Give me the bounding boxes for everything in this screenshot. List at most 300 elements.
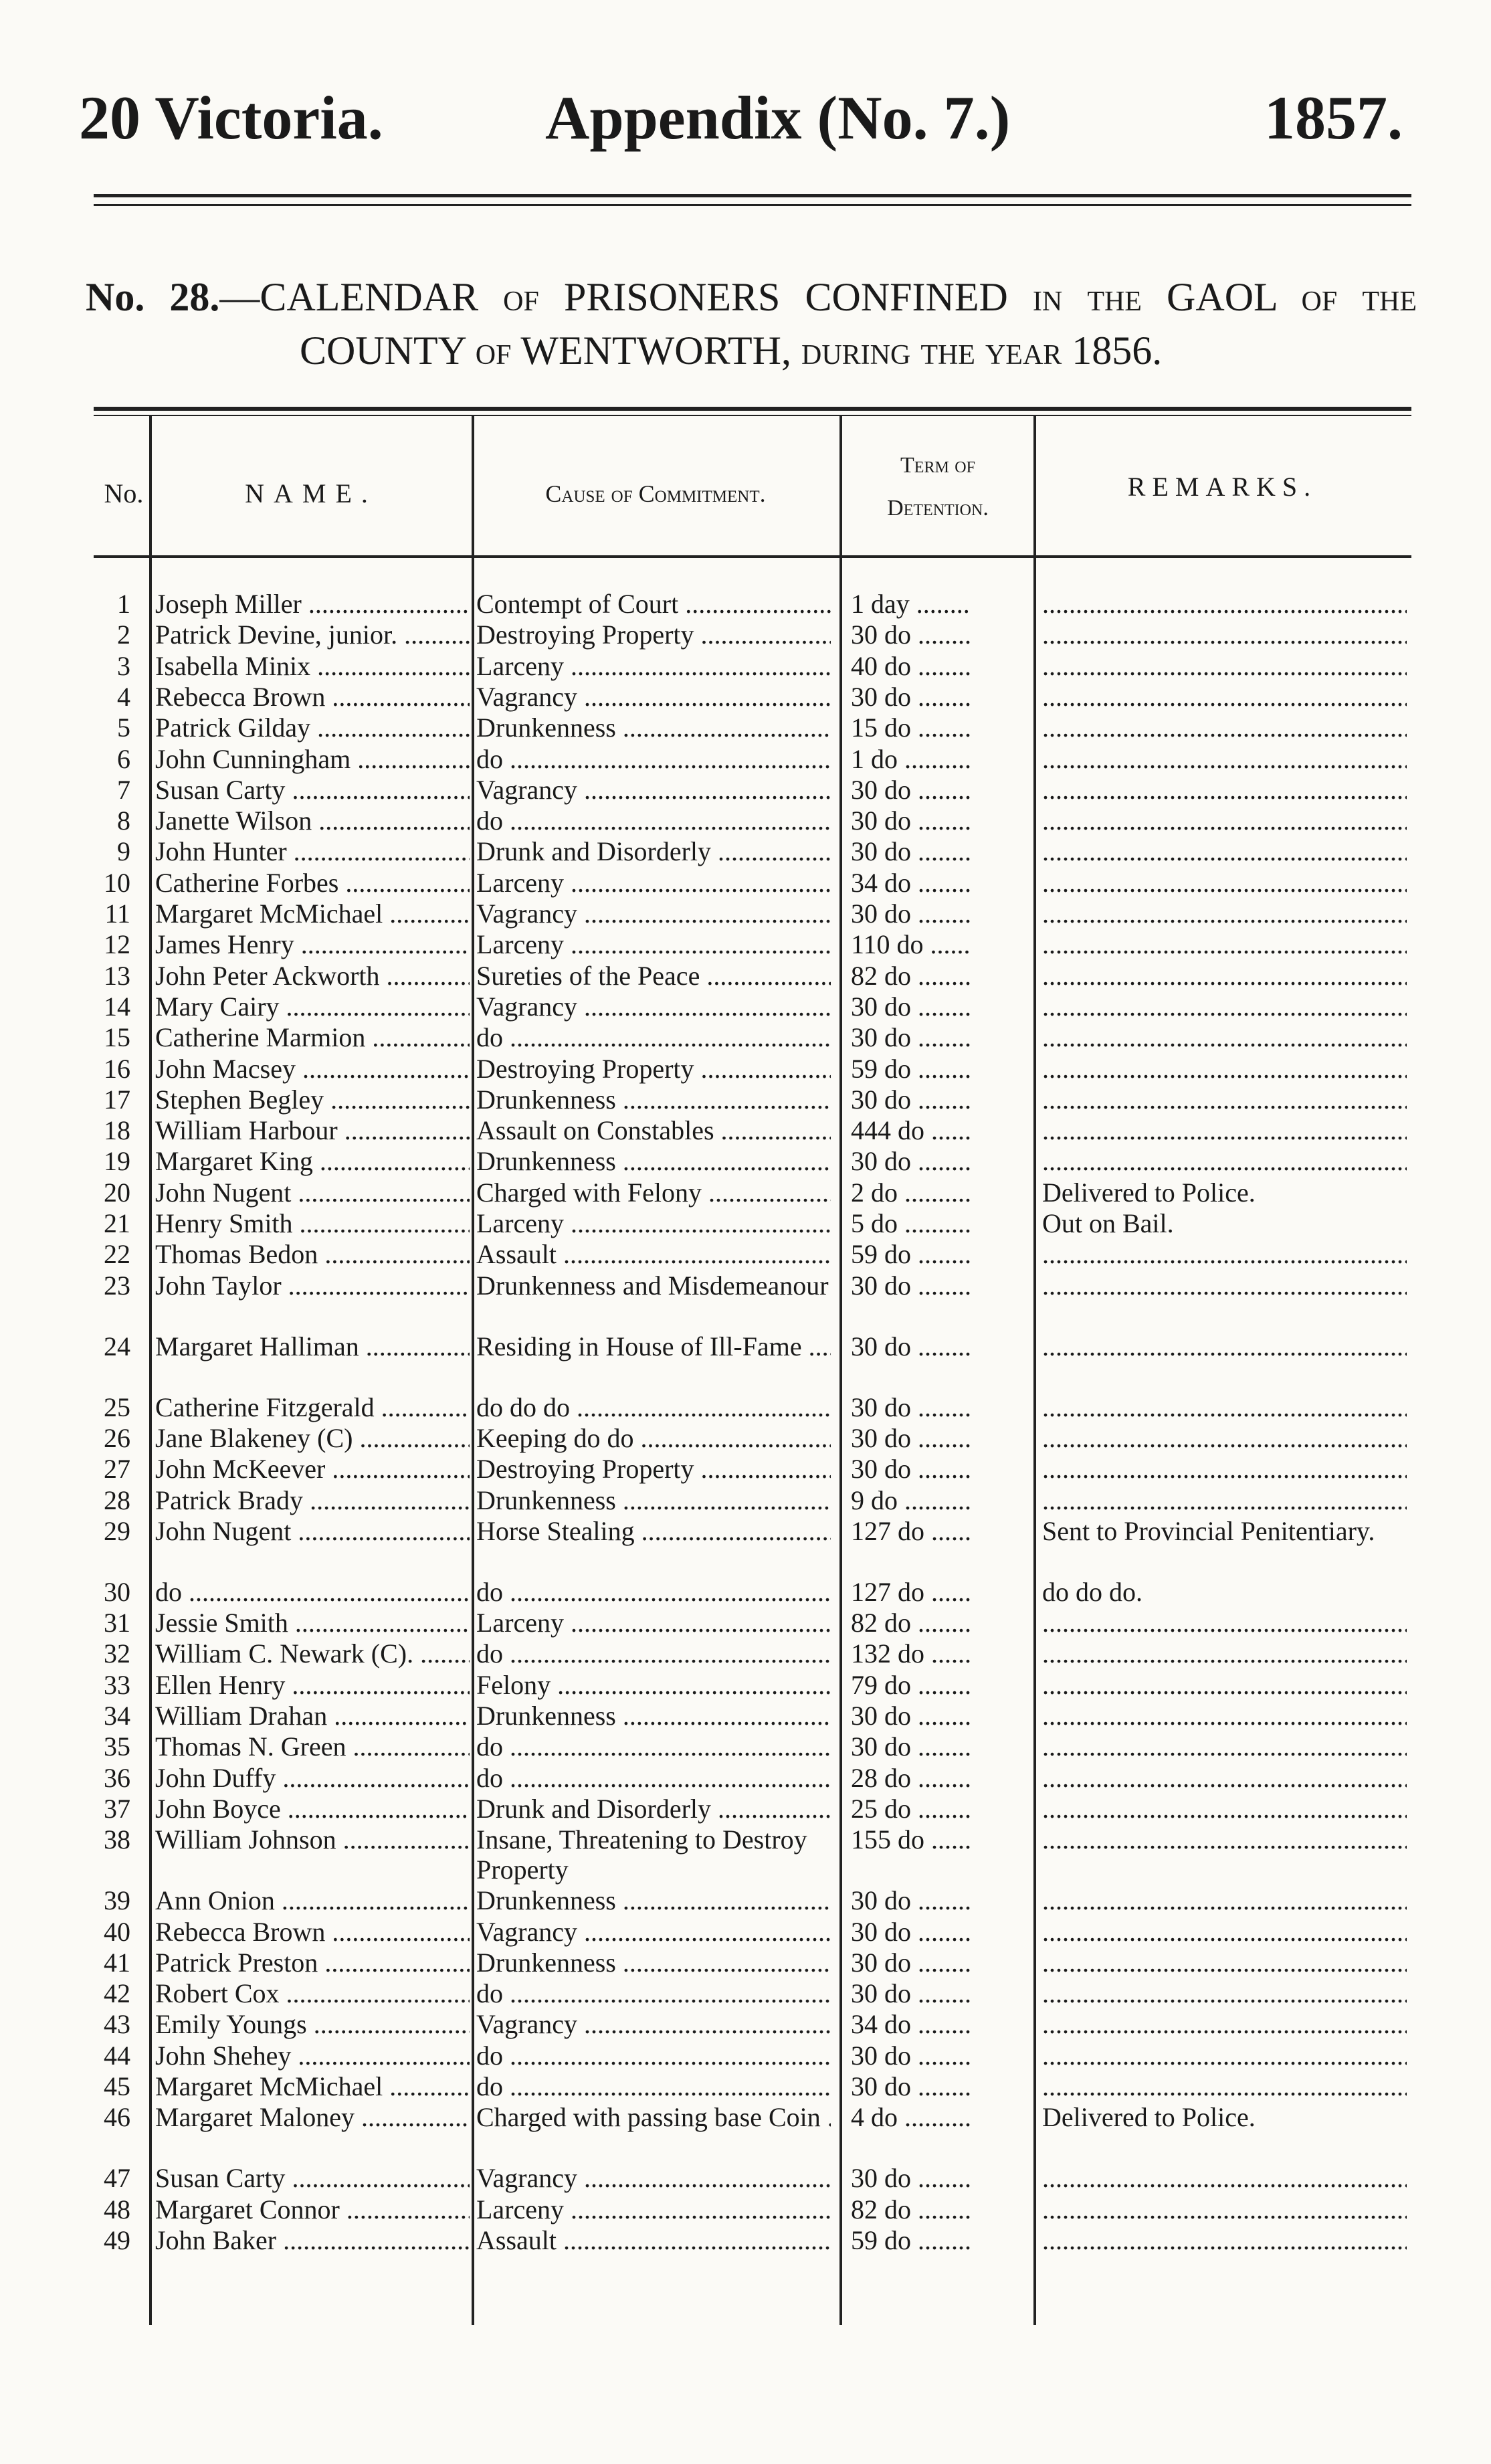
row-cause: Vagrancy .....	[476, 991, 831, 1022]
row-name: Margaret Halliman .....	[155, 1331, 470, 1361]
row-term: 30 do .....	[851, 1948, 971, 1978]
table-row	[0, 651, 1491, 681]
row-number: 13	[104, 960, 130, 991]
row-number: 19	[104, 1146, 130, 1177]
row-term: 15 do .....	[851, 713, 971, 743]
row-remarks	[1042, 991, 1407, 1022]
row-name: John Taylor .....	[155, 1270, 470, 1301]
row-term: 30 do .....	[851, 1392, 971, 1422]
row-remarks	[1042, 2071, 1407, 2101]
row-cause: Drunkenness and Misdemeanour .....	[476, 1270, 831, 1301]
row-remarks	[1042, 2041, 1407, 2071]
row-term: 110 do .....	[851, 929, 971, 959]
row-term: 59 do .....	[851, 1054, 971, 1084]
row-term: 34 do .....	[851, 2009, 971, 2039]
row-number: 3	[117, 650, 130, 681]
row-cause: Assault .....	[476, 1239, 831, 1269]
row-term: 1 day .....	[851, 589, 971, 619]
row-number: 17	[104, 1084, 130, 1115]
row-remarks	[1042, 1824, 1407, 1855]
row-remarks	[1042, 1670, 1407, 1700]
table-row	[0, 1917, 1491, 1947]
table-row	[0, 1054, 1491, 1084]
table-row	[0, 1146, 1491, 1176]
table-row	[0, 1022, 1491, 1052]
row-name: John McKeever .....	[155, 1454, 470, 1484]
row-remarks	[1042, 1054, 1407, 1084]
table-row	[0, 868, 1491, 898]
row-cause: Horse Stealing .....	[476, 1516, 831, 1546]
row-cause: do .....	[476, 1638, 831, 1669]
row-name: Catherine Fitzgerald .....	[155, 1392, 470, 1422]
row-term: 9 do .....	[851, 1485, 971, 1515]
row-term: 30 do .....	[851, 1454, 971, 1484]
row-cause: Drunkenness .....	[476, 1485, 831, 1515]
row-cause: Destroying Property .....	[476, 620, 831, 650]
row-term: 30 do .....	[851, 1701, 971, 1731]
row-term: 30 do .....	[851, 898, 971, 929]
row-number: 49	[104, 2224, 130, 2255]
row-number: 4	[117, 681, 130, 712]
col-header-no: No.	[104, 478, 144, 508]
row-term: 30 do .....	[851, 1084, 971, 1115]
row-term: 127 do .....	[851, 1577, 971, 1607]
row-name: John Peter Ackworth .....	[155, 961, 470, 991]
row-cause: Felony .....	[476, 1670, 831, 1700]
row-number: 26	[104, 1422, 130, 1453]
row-term: 30 do .....	[851, 836, 971, 866]
row-name: Susan Carty .....	[155, 2163, 470, 2193]
row-cause: Sureties of the Peace .....	[476, 961, 831, 991]
row-term: 30 do .....	[851, 1731, 971, 1762]
table-row	[0, 775, 1491, 805]
row-cause: do .....	[476, 1577, 831, 1607]
row-term: 30 do .....	[851, 1978, 971, 2008]
row-number: 37	[104, 1793, 130, 1824]
row-name: Emily Youngs .....	[155, 2009, 470, 2039]
row-number: 41	[104, 1947, 130, 1978]
row-number: 40	[104, 1916, 130, 1947]
row-cause: Destroying Property .....	[476, 1454, 831, 1484]
row-remarks	[1042, 2163, 1407, 2193]
table-row	[0, 1270, 1491, 1331]
row-number: 29	[104, 1515, 130, 1546]
row-remarks: Sent to Provincial Penitentiary.	[1042, 1515, 1375, 1546]
row-cause: do .....	[476, 2041, 831, 2071]
row-cause: Vagrancy .....	[476, 682, 831, 712]
row-cause: do .....	[476, 1978, 831, 2008]
row-number: 12	[104, 929, 130, 960]
row-remarks	[1042, 1794, 1407, 1824]
row-name: John Nugent .....	[155, 1516, 470, 1546]
row-cause: Charged with Felony .....	[476, 1177, 831, 1208]
row-name: Margaret Connor .....	[155, 2194, 470, 2224]
row-name: Patrick Devine, junior. .....	[155, 620, 470, 650]
row-number: 25	[104, 1392, 130, 1422]
table-row	[0, 2071, 1491, 2101]
col-header-term-1: Term of	[900, 453, 975, 478]
col-header-term-2: Detention.	[887, 496, 989, 520]
table-row	[0, 898, 1491, 929]
row-name: do .....	[155, 1577, 470, 1607]
table-rule-top-thick	[94, 407, 1411, 411]
row-remarks	[1042, 1239, 1407, 1269]
row-name: Susan Carty .....	[155, 775, 470, 805]
row-remarks: Out on Bail.	[1042, 1208, 1174, 1238]
table-row	[0, 2194, 1491, 2224]
row-name: William Harbour .....	[155, 1115, 470, 1145]
row-remarks: Delivered to Police.	[1042, 2102, 1256, 2133]
table-row	[0, 1763, 1491, 1793]
table-row	[0, 2225, 1491, 2255]
row-cause: Insane, Threatening to Destroy Property	[476, 1824, 807, 1885]
row-number: 9	[117, 836, 130, 867]
row-name: Jane Blakeney (C) .....	[155, 1423, 470, 1453]
table-row	[0, 1084, 1491, 1115]
table-row	[0, 1485, 1491, 1515]
row-remarks	[1042, 1978, 1407, 2008]
row-number: 43	[104, 2009, 130, 2040]
row-number: 39	[104, 1885, 130, 1916]
row-term: 4 do .....	[851, 2102, 971, 2132]
row-cause: do .....	[476, 2071, 831, 2101]
row-number: 28	[104, 1485, 130, 1515]
row-remarks	[1042, 1485, 1407, 1515]
row-cause: Drunk and Disorderly .....	[476, 1794, 831, 1824]
header-rule-top	[94, 194, 1411, 197]
row-number: 47	[104, 2163, 130, 2194]
row-number: 23	[104, 1270, 130, 1301]
row-number: 32	[104, 1638, 130, 1669]
row-term: 30 do .....	[851, 1423, 971, 1453]
row-remarks	[1042, 1115, 1407, 1145]
row-term: 30 do .....	[851, 1146, 971, 1176]
table-row	[0, 2163, 1491, 2193]
row-term: 1 do .....	[851, 744, 971, 774]
row-name: Catherine Marmion .....	[155, 1022, 470, 1052]
table-row	[0, 1731, 1491, 1762]
table-row	[0, 805, 1491, 836]
row-name: Stephen Begley .....	[155, 1084, 470, 1115]
col-header-cause: Cause of Commitment.	[545, 480, 766, 507]
row-name: John Shehey .....	[155, 2041, 470, 2071]
row-term: 30 do .....	[851, 2071, 971, 2101]
row-name: Jessie Smith .....	[155, 1608, 470, 1638]
table-row	[0, 1978, 1491, 2008]
row-number: 21	[104, 1208, 130, 1238]
row-name: John Boyce .....	[155, 1794, 470, 1824]
row-remarks	[1042, 2009, 1407, 2039]
row-cause: do .....	[476, 1763, 831, 1793]
header-center: Appendix (No. 7.)	[545, 84, 1011, 152]
table-row	[0, 2102, 1491, 2163]
row-number: 14	[104, 991, 130, 1022]
table-row	[0, 836, 1491, 866]
row-remarks	[1042, 836, 1407, 866]
row-remarks	[1042, 2225, 1407, 2255]
row-term: 40 do .....	[851, 651, 971, 681]
row-cause: Drunkenness .....	[476, 1701, 831, 1731]
table-row	[0, 1701, 1491, 1731]
table-row	[0, 1885, 1491, 1915]
row-cause: Residing in House of Ill-Fame .....	[476, 1331, 831, 1361]
row-term: 82 do .....	[851, 1608, 971, 1638]
row-cause: Larceny .....	[476, 868, 831, 898]
table-row	[0, 620, 1491, 650]
row-cause: Larceny .....	[476, 1608, 831, 1638]
row-remarks	[1042, 961, 1407, 991]
table-row	[0, 2009, 1491, 2039]
row-cause: Contempt of Court .....	[476, 589, 831, 619]
row-remarks: do do do.	[1042, 1576, 1142, 1607]
row-number: 15	[104, 1022, 130, 1053]
row-cause: Larceny .....	[476, 651, 831, 681]
row-remarks	[1042, 868, 1407, 898]
row-term: 30 do .....	[851, 1917, 971, 1947]
header-rule-bottom	[94, 204, 1411, 206]
row-name: Robert Cox .....	[155, 1978, 470, 2008]
row-term: 30 do .....	[851, 805, 971, 836]
row-term: 59 do .....	[851, 2225, 971, 2255]
row-number: 36	[104, 1762, 130, 1793]
row-remarks	[1042, 1022, 1407, 1052]
row-number: 11	[104, 898, 130, 929]
row-term: 30 do .....	[851, 1331, 971, 1361]
row-number: 34	[104, 1701, 130, 1731]
row-term: 34 do .....	[851, 868, 971, 898]
row-cause: Destroying Property .....	[476, 1054, 831, 1084]
row-remarks	[1042, 929, 1407, 959]
table-row	[0, 961, 1491, 991]
row-remarks	[1042, 1084, 1407, 1115]
row-cause: Drunkenness .....	[476, 1885, 831, 1915]
table-row	[0, 589, 1491, 619]
row-remarks	[1042, 1917, 1407, 1947]
row-name: Mary Cairy .....	[155, 991, 470, 1022]
row-cause: Drunkenness .....	[476, 1948, 831, 1978]
table-row	[0, 1608, 1491, 1638]
row-term: 30 do .....	[851, 620, 971, 650]
row-name: John Duffy .....	[155, 1763, 470, 1793]
row-remarks	[1042, 651, 1407, 681]
row-term: 127 do .....	[851, 1516, 971, 1546]
row-number: 48	[104, 2194, 130, 2224]
row-number: 2	[117, 620, 130, 650]
table-row	[0, 1824, 1491, 1885]
row-name: Margaret Maloney .....	[155, 2102, 470, 2132]
row-term: 30 do .....	[851, 775, 971, 805]
row-number: 42	[104, 1978, 130, 2009]
row-number: 35	[104, 1731, 130, 1762]
table-row	[0, 929, 1491, 959]
row-remarks	[1042, 620, 1407, 650]
row-number: 31	[104, 1608, 130, 1638]
row-number: 10	[104, 867, 130, 898]
row-remarks	[1042, 1885, 1407, 1915]
row-remarks	[1042, 2194, 1407, 2224]
row-cause: Larceny .....	[476, 1208, 831, 1238]
row-name: Margaret McMichael .....	[155, 898, 470, 929]
row-number: 30	[104, 1576, 130, 1607]
row-name: William Johnson .....	[155, 1824, 470, 1855]
row-term: 59 do .....	[851, 1239, 971, 1269]
table-row	[0, 1392, 1491, 1422]
row-cause: Vagrancy .....	[476, 898, 831, 929]
row-name: Patrick Brady .....	[155, 1485, 470, 1515]
row-cause: Drunkenness .....	[476, 713, 831, 743]
table-row	[0, 1577, 1491, 1607]
row-name: William Drahan .....	[155, 1701, 470, 1731]
page-title	[86, 270, 1417, 377]
row-cause: Vagrancy .....	[476, 775, 831, 805]
table-row	[0, 1638, 1491, 1669]
row-remarks	[1042, 1608, 1407, 1638]
table-row	[0, 1115, 1491, 1145]
row-remarks	[1042, 713, 1407, 743]
row-term: 5 do .....	[851, 1208, 971, 1238]
row-name: Thomas Bedon .....	[155, 1239, 470, 1269]
row-name: Rebecca Brown .....	[155, 682, 470, 712]
row-term: 2 do .....	[851, 1177, 971, 1208]
row-term: 28 do .....	[851, 1763, 971, 1793]
row-cause: do .....	[476, 1022, 831, 1052]
row-remarks	[1042, 1731, 1407, 1762]
table-row	[0, 1208, 1491, 1238]
row-number: 18	[104, 1115, 130, 1146]
table-row	[0, 713, 1491, 743]
row-remarks	[1042, 775, 1407, 805]
row-name: Ann Onion .....	[155, 1885, 470, 1915]
row-term: 30 do .....	[851, 1022, 971, 1052]
row-remarks	[1042, 1392, 1407, 1422]
row-number: 5	[117, 713, 130, 743]
row-remarks	[1042, 1638, 1407, 1669]
row-remarks	[1042, 1270, 1407, 1301]
row-name: Margaret McMichael .....	[155, 2071, 470, 2101]
row-number: 20	[104, 1177, 130, 1208]
table-row	[0, 744, 1491, 774]
row-cause: Drunkenness .....	[476, 1084, 831, 1115]
table-row	[0, 1239, 1491, 1269]
row-term: 30 do .....	[851, 991, 971, 1022]
header-left: 20 Victoria.	[79, 84, 383, 152]
row-cause: Vagrancy .....	[476, 1917, 831, 1947]
row-term: 82 do .....	[851, 2194, 971, 2224]
row-cause: do do do .....	[476, 1392, 831, 1422]
row-number: 45	[104, 2071, 130, 2101]
row-number: 33	[104, 1669, 130, 1700]
row-name: Thomas N. Green .....	[155, 1731, 470, 1762]
row-remarks: Delivered to Police.	[1042, 1177, 1256, 1208]
table-row	[0, 991, 1491, 1022]
row-number: 27	[104, 1454, 130, 1485]
row-cause: do .....	[476, 805, 831, 836]
table-row	[0, 1516, 1491, 1577]
table-row	[0, 682, 1491, 712]
row-name: Ellen Henry .....	[155, 1670, 470, 1700]
row-name: William C. Newark (C). .....	[155, 1638, 470, 1669]
row-term: 25 do .....	[851, 1794, 971, 1824]
row-remarks	[1042, 1948, 1407, 1978]
table-row	[0, 1177, 1491, 1208]
row-number: 22	[104, 1239, 130, 1270]
row-remarks	[1042, 805, 1407, 836]
row-name: John Macsey .....	[155, 1054, 470, 1084]
row-name: Patrick Gilday .....	[155, 713, 470, 743]
row-remarks	[1042, 744, 1407, 774]
row-remarks	[1042, 1331, 1407, 1361]
row-remarks	[1042, 1701, 1407, 1731]
row-name: Joseph Miller .....	[155, 589, 470, 619]
row-number: 1	[117, 589, 130, 619]
row-cause: Keeping do do .....	[476, 1423, 831, 1453]
row-term: 82 do .....	[851, 961, 971, 991]
row-term: 30 do .....	[851, 2163, 971, 2193]
row-name: Margaret King .....	[155, 1146, 470, 1176]
row-cause: Drunkenness .....	[476, 1146, 831, 1176]
row-term: 30 do .....	[851, 1270, 971, 1301]
row-remarks	[1042, 1454, 1407, 1484]
row-term: 132 do .....	[851, 1638, 971, 1669]
row-name: John Hunter .....	[155, 836, 470, 866]
row-term: 30 do .....	[851, 2041, 971, 2071]
table-row	[0, 1670, 1491, 1700]
title-text-1: —CALENDAR of PRISONERS CONFINED in the GAOL of the	[219, 275, 1417, 319]
row-number: 38	[104, 1824, 130, 1855]
table-row	[0, 1454, 1491, 1484]
row-name: Isabella Minix .....	[155, 651, 470, 681]
header-right: 1857.	[1264, 84, 1403, 152]
row-remarks	[1042, 898, 1407, 929]
table-header	[0, 415, 1491, 559]
row-cause: Larceny .....	[476, 929, 831, 959]
table-row	[0, 1948, 1491, 1978]
row-name: Janette Wilson .....	[155, 805, 470, 836]
col-header-remarks: REMARKS.	[1127, 472, 1318, 502]
row-cause: Vagrancy .....	[476, 2163, 831, 2193]
title-number: No. 28.	[86, 275, 220, 319]
row-remarks	[1042, 589, 1407, 619]
row-remarks	[1042, 682, 1407, 712]
row-term: 155 do .....	[851, 1824, 971, 1855]
row-name: John Cunningham .....	[155, 744, 470, 774]
row-remarks	[1042, 1423, 1407, 1453]
row-name: John Nugent .....	[155, 1177, 470, 1208]
row-cause: do .....	[476, 1731, 831, 1762]
row-name: James Henry .....	[155, 929, 470, 959]
table-row	[0, 1794, 1491, 1824]
row-name: Henry Smith .....	[155, 1208, 470, 1238]
row-cause: Charged with passing base Coin .....	[476, 2102, 831, 2132]
row-number: 7	[117, 774, 130, 805]
row-name: Patrick Preston .....	[155, 1948, 470, 1978]
row-cause: Assault .....	[476, 2225, 831, 2255]
title-text-2: COUNTY of WENTWORTH, during the year 1856.	[300, 328, 1163, 373]
row-name: Rebecca Brown .....	[155, 1917, 470, 1947]
row-number: 16	[104, 1053, 130, 1084]
table-row	[0, 1331, 1491, 1392]
row-term: 30 do .....	[851, 682, 971, 712]
row-number: 8	[117, 805, 130, 836]
row-cause: do .....	[476, 744, 831, 774]
row-cause: Larceny .....	[476, 2194, 831, 2224]
row-number: 24	[104, 1331, 130, 1361]
col-header-name: NAME.	[245, 478, 377, 508]
row-name: Catherine Forbes .....	[155, 868, 470, 898]
row-remarks	[1042, 1146, 1407, 1176]
table-row	[0, 2041, 1491, 2071]
row-term: 30 do .....	[851, 1885, 971, 1915]
